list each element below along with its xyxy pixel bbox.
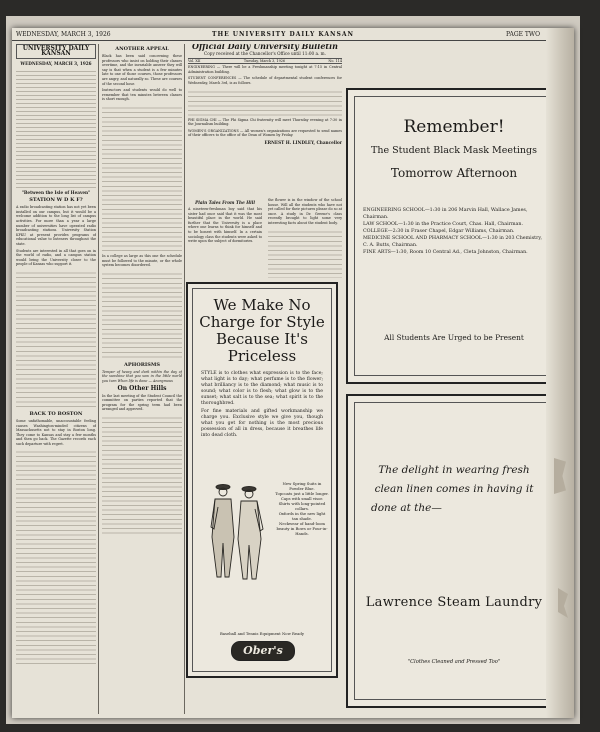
masthead-date: WEDNESDAY, MARCH 3, 1926 xyxy=(20,61,92,67)
remember-subtitle: The Student Black Mask Meetings xyxy=(371,145,537,156)
headline-other-hills: On Other Hills xyxy=(117,384,167,392)
men-illustration xyxy=(201,477,271,587)
obers-item: Caps with small visor. xyxy=(280,496,324,501)
bulletin-item: ENGINEERING — There will be a Freshmanship meeting tonight at 7:15 in Central Administration building. xyxy=(188,65,342,74)
obers-item: Oxfords in the new light tan shade. xyxy=(278,511,326,521)
text-block xyxy=(16,269,96,409)
column-appeal xyxy=(102,44,182,714)
bulletin-item: PHI SIGMA CHI — The Phi Sigma Chi fraternity will meet Thursday evening at 7:30 in the Journalism building. xyxy=(188,117,342,127)
bulletin-title: Official Daily University Bulletin xyxy=(192,44,338,51)
obers-ad xyxy=(186,282,338,678)
headline-boston: BACK TO BOSTON xyxy=(29,410,83,417)
remember-when: Tomorrow Afternoon xyxy=(390,166,518,180)
runhead-page: PAGE TWO xyxy=(506,31,540,38)
page-fold xyxy=(546,28,574,718)
paragraph: Black has been said concerning these professors who insist on holding their classes overtime, and the invariable answer they will say is that when a student is a few minutes late to one of those courses, those professors are angry, and naturally so. These are courses of the second hour. xyxy=(102,54,182,86)
runhead-title: THE UNIVERSITY DAILY KANSAN xyxy=(212,31,354,38)
text-block xyxy=(268,228,342,278)
bulletin-box xyxy=(188,44,342,194)
bulletin-vol: Vol. XII xyxy=(188,58,201,63)
text-block xyxy=(102,104,182,254)
runhead-date: WEDNESDAY, MARCH 3, 1926 xyxy=(16,31,111,38)
obers-item: Shirts with long-pointed collars. xyxy=(278,501,326,511)
bulletin-signoff: ERNEST H. LINDLEY, Chancellor xyxy=(264,139,342,145)
newspaper-page xyxy=(12,28,574,718)
column-rule xyxy=(184,44,185,714)
laundry-slogan: "Clothes Cleaned and Pressed Too" xyxy=(407,659,501,665)
obers-body: STYLE is to clothes what expression is to the face; what light is to day; what perfume is to the flower; what brilliancy is to the diamond; what music is to sound; what color is to flesh; what glow is to the sunset; what salt is to the sea; what spirit is to the thoroughbred. xyxy=(201,371,323,406)
black-mask-ad xyxy=(346,88,562,384)
paragraph: Some unfathomable, unaccountable feeling causes Washington-minded citizens of Massachusetts not to stay in Boston long. They come to Kansas and stay a few months and then go back. The Gazette records each such departure with regret. xyxy=(16,418,96,446)
text-block xyxy=(102,414,182,534)
obers-footer: Baseball and Tennis Equipment Now Ready xyxy=(220,631,304,636)
obers-headline: We Make No Charge for Style Because It's Priceless xyxy=(199,296,325,365)
remember-title: Remember! xyxy=(403,117,505,137)
laundry-line: done at the— xyxy=(371,502,442,514)
obers-item: New Spring Suits in Powder Blue. xyxy=(282,481,322,491)
column-editorial xyxy=(16,44,96,714)
poem: Temper of heavy and dark within the day of the sunshine that you sow in the little world you turn When life is done — Anonymous xyxy=(102,369,182,383)
schedule-row: FINE ARTS—1:30, Room 10 Central Ad., Cleta Johnston, Chairman. xyxy=(363,250,528,255)
paragraph: In the last meeting of the Student Council the committee on parties reported that the program for the spring term had been arranged and approved. xyxy=(102,393,182,412)
staff-listing xyxy=(16,68,96,188)
laundry-line: clean linen comes in having it xyxy=(374,483,534,495)
running-head xyxy=(12,30,574,41)
paragraph: the flower is in the window of the school house. Will all the students who have not yet called for their pictures please do so at once. A study in Dr. Greene's class recently brought to light some very interesting facts about the student body. xyxy=(268,198,342,225)
laundry-line: The delight in wearing fresh xyxy=(378,464,530,476)
bulletin-date: Tuesday, March 3, 1926 xyxy=(243,58,286,63)
bulletin-item: WOMEN'S ORGANIZATIONS — All women's organizations are requested to send names of their officers to the office of the Dean of Women by Friday. xyxy=(188,128,342,138)
paragraph: Instructors and students would do well to remember that ten minutes between classes is short enough. xyxy=(102,88,182,102)
obers-items xyxy=(275,481,329,536)
bulletin-no: No. 114 xyxy=(328,58,342,63)
schedule-row: COLLEGE—2:30 in Fraser Chapel, Edgar Williams, Chairman. xyxy=(363,229,515,234)
remember-footer: All Students Are Urged to be Present xyxy=(384,333,524,342)
paragraph: Students are interested in all that goes on in the world of radio, and a campus station would bring the University closer to the people of Kansas who support it. xyxy=(16,248,96,267)
bulletin-dateline xyxy=(188,58,342,65)
headline-appeal: ANOTHER APPEAL xyxy=(115,46,169,52)
black-mask-ad-border xyxy=(354,96,554,376)
laundry-ad xyxy=(346,394,562,708)
masthead: UNIVERSITY DAILY KANSAN xyxy=(16,44,96,59)
remember-schedule xyxy=(363,207,545,256)
obers-body-2: For fine materials and gifted workmanship we charge you. Exclusive style we give you, though what you get for nothing is the most precious possession of all in dress, because it breathes life into dead cloth. xyxy=(201,409,323,438)
obers-item: Neckwear of hand-loom beauty in Bows or Four-in-Hands. xyxy=(276,521,328,536)
laundry-ad-border xyxy=(354,402,554,700)
bulletin-subtitle: Copy received at the Chancellor's Office until 11:00 a. m. xyxy=(204,50,326,56)
headline-aphorisms: APHORISMS xyxy=(124,361,160,368)
obers-logo: Ober's xyxy=(231,641,295,661)
editorial-title: "Between the Isle of Heaven" xyxy=(21,190,91,196)
paragraph: In a college as large as this one the schedule must be followed to the minute, or the whole system becomes disordered. xyxy=(102,253,182,268)
laundry-name: Lawrence Steam Laundry xyxy=(365,595,543,610)
text-block xyxy=(16,448,96,668)
schedule-row: LAW SCHOOL—1:30 in the Practice Court, Chas. Hall, Chairman. xyxy=(363,222,523,227)
paragraph: A nineteen-freshman boy said that his sister had once said that it was the most beautiful place in the world. He said further that the University is a place where one learns to think for himself and to be honest with himself. In a certain sociology class the students were asked to write upon the subject of dormitories. xyxy=(188,207,262,244)
bulletin-item: STUDENT CONFERENCES — The schedule of departmental student conferences for Wednesday, March 3rd, is as follows. xyxy=(188,76,342,85)
headline-plain-tales: Plain Tales From The Hill xyxy=(195,200,255,205)
column-rule xyxy=(98,44,99,714)
schedule-row: MEDICINE SCHOOL AND PHARMACY SCHOOL—1:30 in 203 Chemistry, C. A. Butts, Chairman. xyxy=(363,236,542,248)
laundry-copy xyxy=(365,461,543,518)
paragraph: A radio broadcasting station has not yet been installed on our campus, but it would be a welcome addition to the long list of campus activities. For more than a year a large number of universities have operated radio broadcasting stations. University Station KFKU at present provides programs of educational value to listeners throughout the state. xyxy=(16,205,96,246)
headline-station: STATION W D K F? xyxy=(29,197,83,204)
text-block xyxy=(102,270,182,360)
text-block xyxy=(188,88,342,118)
schedule-row: ENGINEERING SCHOOL—1:30 in 206 Marvin Hall, Wallace James, Chairman. xyxy=(363,208,528,220)
obers-ad-border xyxy=(192,288,332,672)
obers-item: Topcoats just a little longer. xyxy=(275,491,329,496)
